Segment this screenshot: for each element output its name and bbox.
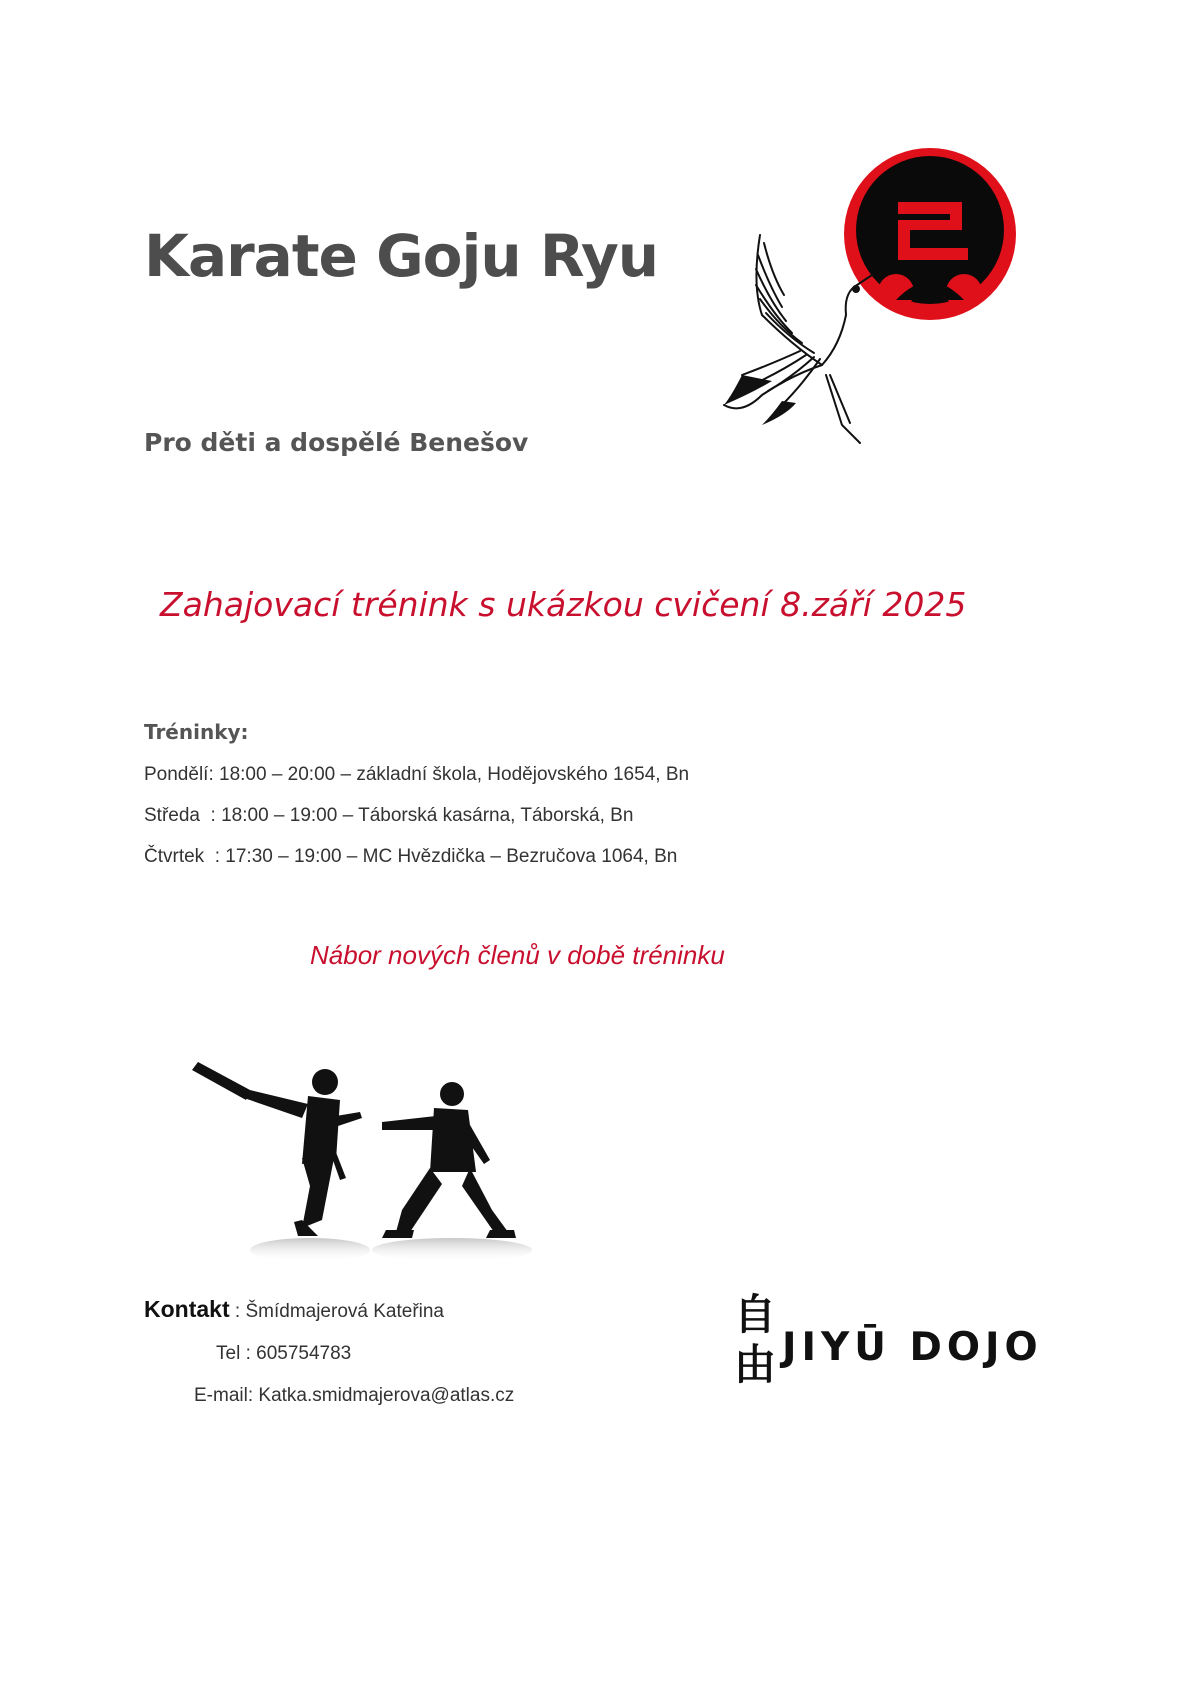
contact-email-line: [194, 1385, 514, 1407]
karate-fighters-silhouette: [190, 1060, 550, 1280]
recruitment-note: Nábor nových členů v době tréninku: [310, 940, 725, 970]
page-title: Karate Goju Ryu: [144, 222, 659, 290]
contact-separator: :: [229, 1301, 246, 1322]
event-announcement: Zahajovací trénink s ukázkou cvičení 8.září 2025: [160, 585, 967, 624]
contact-label: Kontakt: [144, 1296, 230, 1322]
dojo-name: JIYŪ DOJO: [782, 1325, 1043, 1370]
schedule-row-thursday: Čtvrtek : 17:30 – 19:00 – MC Hvězdička – Bezručova 1064, Bn: [144, 846, 678, 867]
page-subtitle: Pro děti a dospělé Benešov: [144, 428, 529, 457]
email-address: Katka.smidmajerova@atlas.cz: [258, 1385, 515, 1406]
email-label: E-mail:: [194, 1385, 259, 1406]
trainings-heading: Tréninky:: [144, 720, 249, 744]
training-schedule: [144, 762, 689, 885]
dojo-kanji-bottom: 由: [734, 1340, 777, 1389]
schedule-row-monday: Pondělí: 18:00 – 20:00 – základní škola, Hodějovského 1654, Bn: [144, 764, 690, 785]
schedule-row-wednesday: Středa : 18:00 – 19:00 – Táborská kasárna, Táborská, Bn: [144, 805, 634, 826]
dojo-kanji: [734, 1290, 780, 1390]
dojo-kanji-top: 自: [734, 1290, 777, 1339]
contact-line: [144, 1296, 444, 1323]
contact-name: Šmídmajerová Kateřina: [245, 1301, 445, 1322]
contact-phone: Tel : 605754783: [216, 1343, 352, 1364]
crane-illustration: [722, 225, 882, 445]
